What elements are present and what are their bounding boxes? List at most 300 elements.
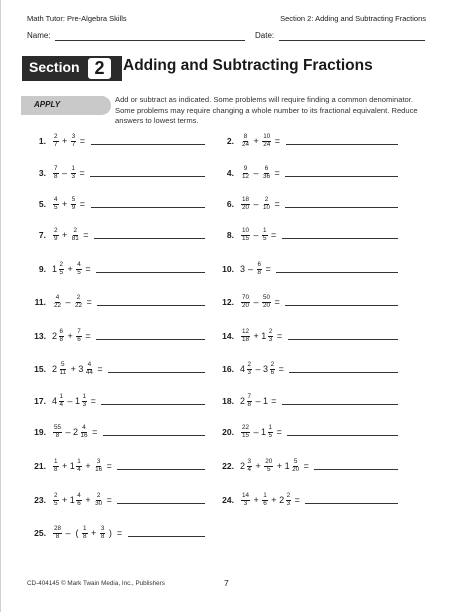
denominator: 9	[71, 203, 76, 211]
denominator: 12	[242, 172, 250, 180]
numerator: 3	[71, 132, 76, 140]
operator: =	[274, 199, 280, 209]
problem-15	[30, 359, 205, 379]
numerator: 6	[264, 164, 269, 172]
problem-number: 19.	[34, 427, 46, 437]
fraction	[100, 526, 106, 541]
problem-14	[218, 326, 398, 346]
operator: =	[274, 136, 281, 146]
name-date-bar	[27, 31, 425, 43]
answer-line[interactable]	[282, 404, 398, 405]
fraction	[59, 362, 68, 377]
whole-number: 1	[261, 331, 267, 341]
fraction	[241, 295, 250, 310]
operator: –	[65, 427, 71, 437]
answer-line[interactable]	[103, 435, 205, 436]
problem-24	[218, 490, 398, 510]
denominator: 8	[83, 532, 87, 540]
denominator: 3	[82, 400, 87, 408]
numerator: 1	[268, 423, 273, 431]
answer-line[interactable]	[91, 207, 205, 208]
operator: =	[106, 495, 112, 505]
operator: +	[276, 461, 283, 471]
denominator: 24	[242, 140, 250, 148]
fraction	[76, 329, 82, 344]
problem-number: 21.	[34, 461, 46, 471]
fraction	[53, 526, 62, 541]
problem-5	[30, 194, 205, 214]
problem-number: 22.	[222, 461, 234, 471]
whole-number: 1	[284, 461, 290, 471]
fraction	[268, 329, 274, 344]
whole-number: 2	[240, 461, 246, 471]
answer-line[interactable]	[90, 176, 205, 177]
operator: –	[253, 427, 259, 437]
answer-line[interactable]	[314, 469, 398, 470]
denominator: 5	[54, 499, 58, 507]
operator: (	[75, 528, 79, 538]
answer-line[interactable]	[91, 144, 205, 145]
denominator: 22	[75, 301, 83, 309]
problem-12	[218, 292, 398, 312]
operator: +	[253, 136, 259, 146]
problem-number: 12.	[222, 297, 234, 307]
fraction	[71, 166, 77, 181]
denominator: 8	[59, 335, 64, 343]
numerator: 2	[73, 226, 78, 234]
answer-line[interactable]	[287, 435, 398, 436]
denominator: 3	[243, 499, 248, 507]
answer-line[interactable]	[286, 144, 398, 145]
denominator: 8	[55, 431, 60, 439]
whole-number: 4	[240, 364, 246, 374]
operator: =	[265, 264, 271, 274]
fraction	[85, 362, 94, 377]
whole-number: 2	[52, 331, 58, 341]
denominator: 5	[59, 268, 64, 276]
denominator: 7	[71, 140, 76, 148]
numerator: 12	[242, 327, 250, 335]
operator: +	[85, 461, 91, 471]
numerator: 4	[77, 260, 81, 268]
page-edge	[0, 0, 1, 612]
problem-1	[30, 131, 205, 151]
operator: +	[62, 136, 68, 146]
denominator: 8	[54, 465, 58, 473]
numerator: 4	[55, 293, 60, 301]
operator: =	[79, 199, 86, 209]
fraction	[241, 166, 250, 181]
denominator: 8	[247, 400, 252, 408]
denominator: 8	[55, 532, 60, 540]
operator: +	[62, 230, 68, 240]
numerator: 4	[54, 195, 58, 203]
answer-line[interactable]	[97, 305, 205, 306]
denominator: 15	[242, 431, 250, 439]
operator: –	[255, 396, 261, 406]
operator: +	[70, 364, 76, 374]
problem-21	[30, 456, 205, 476]
whole-number: 2	[240, 396, 246, 406]
whole-number: 3	[240, 264, 246, 274]
name-label: Name:	[27, 31, 51, 40]
whole-number: 1	[69, 461, 75, 471]
numerator: 50	[263, 293, 271, 301]
operator: –	[65, 297, 71, 307]
denominator: 4	[77, 465, 81, 473]
problem-18	[218, 391, 398, 411]
numerator: 4	[87, 360, 92, 368]
operator: =	[97, 364, 103, 374]
numerator: 1	[59, 392, 64, 400]
fraction	[76, 262, 82, 277]
footer-copyright: CD-404145 © Mark Twain Media, Inc., Publishers	[27, 580, 165, 587]
problem-3	[30, 163, 205, 183]
operator: =	[274, 297, 280, 307]
fraction	[270, 362, 276, 377]
operator: –	[253, 230, 259, 240]
answer-line[interactable]	[96, 339, 205, 340]
whole-number: 1	[261, 427, 267, 437]
denominator: 20	[242, 301, 250, 309]
problem-number: 1.	[38, 136, 46, 146]
whole-number: 2	[73, 427, 79, 437]
fraction	[82, 526, 88, 541]
fraction	[59, 329, 65, 344]
problem-number: 16.	[222, 364, 234, 374]
operator: =	[303, 461, 309, 471]
numerator: 4	[82, 423, 86, 431]
denominator: 6	[77, 335, 81, 343]
fraction	[241, 197, 250, 212]
section-word: Section	[29, 59, 80, 75]
problem-number: 23.	[34, 495, 46, 505]
numerator: 18	[242, 195, 250, 203]
problem-number: 18.	[222, 396, 234, 406]
fraction	[247, 362, 253, 377]
answer-line[interactable]	[289, 372, 398, 373]
fraction	[53, 228, 59, 243]
denominator: 5	[267, 465, 271, 473]
instructions: Add or subtract as indicated. Some problems will require finding a common denominator. Some problems may require changing a whole number to its fractional equivalent. Reduce answers to lowest terms.	[115, 95, 418, 126]
problem-number: 24.	[222, 495, 234, 505]
problem-7	[30, 225, 205, 245]
operator: +	[62, 461, 68, 471]
answer-line[interactable]	[288, 339, 398, 340]
operator: =	[83, 230, 89, 240]
answer-line[interactable]	[94, 238, 205, 239]
denominator: 6	[263, 499, 267, 507]
operator: =	[86, 297, 92, 307]
operator: =	[79, 168, 85, 178]
numerator: 5	[61, 360, 65, 368]
fraction	[76, 493, 82, 508]
fraction	[257, 262, 263, 277]
denominator: 20	[263, 301, 271, 309]
problem-number: 7.	[38, 230, 46, 240]
problem-11	[30, 292, 205, 312]
numerator: 2	[54, 226, 58, 234]
fraction	[59, 262, 65, 277]
fraction	[262, 295, 271, 310]
fraction	[262, 166, 271, 181]
problem-4	[218, 163, 398, 183]
numerator: 2	[76, 293, 81, 301]
fraction	[53, 493, 59, 508]
fraction	[262, 197, 271, 212]
numerator: 7	[247, 392, 252, 400]
operator: –	[253, 199, 259, 209]
operator: +	[271, 495, 277, 505]
numerator: 1	[82, 392, 87, 400]
fraction	[247, 459, 253, 474]
numerator: 3	[100, 524, 105, 532]
operator: =	[294, 495, 300, 505]
problem-23	[30, 490, 205, 510]
denominator: 20	[242, 203, 250, 211]
numerator: 1	[71, 164, 76, 172]
operator: +	[62, 495, 68, 505]
problem-6	[218, 194, 398, 214]
whole-number: 1	[69, 495, 75, 505]
apply-label: APPLY	[34, 100, 61, 109]
denominator: 6	[77, 499, 81, 507]
fraction	[247, 394, 253, 409]
fraction	[262, 493, 268, 508]
fraction	[53, 425, 62, 440]
problem-13	[30, 326, 205, 346]
operator: =	[92, 427, 98, 437]
fraction	[262, 228, 268, 243]
numerator: 3	[96, 457, 101, 465]
denominator: 30	[95, 499, 103, 507]
answer-line[interactable]	[96, 272, 205, 273]
operator: =	[90, 396, 96, 406]
operator: =	[85, 331, 91, 341]
answer-line[interactable]	[108, 372, 205, 373]
operator: –	[248, 264, 254, 274]
page-number: 7	[224, 578, 229, 588]
answer-line[interactable]	[285, 305, 398, 306]
operator: +	[62, 199, 68, 209]
fraction	[94, 493, 103, 508]
answer-line[interactable]	[305, 503, 398, 504]
problem-number: 15.	[34, 364, 46, 374]
denominator: 4	[247, 465, 252, 473]
whole-number: 3	[78, 364, 84, 374]
numerator: 10	[242, 226, 250, 234]
section-number: 2	[86, 56, 113, 81]
operator: +	[253, 495, 259, 505]
fraction	[59, 394, 65, 409]
fraction	[286, 493, 292, 508]
numerator: 1	[263, 491, 267, 499]
whole-number: 3	[263, 364, 269, 374]
denominator: 16	[95, 465, 103, 473]
operator: =	[106, 461, 112, 471]
answer-line[interactable]	[128, 536, 205, 537]
section-running-head: Section 2: Adding and Subtracting Fractions	[280, 14, 426, 23]
fraction	[262, 134, 271, 149]
fraction	[241, 493, 250, 508]
date-field[interactable]	[279, 40, 425, 41]
answer-line[interactable]	[285, 176, 398, 177]
numerator: 6	[59, 327, 64, 335]
denominator: 5	[268, 431, 273, 439]
numerator: 2	[286, 491, 291, 499]
numerator: 2	[96, 491, 101, 499]
fraction	[71, 134, 77, 149]
denominator: 11	[59, 368, 67, 376]
numerator: 6	[257, 260, 262, 268]
fraction	[268, 425, 274, 440]
problem-number: 8.	[226, 230, 234, 240]
denominator: 3	[268, 335, 273, 343]
problem-8	[218, 225, 398, 245]
fraction	[80, 425, 89, 440]
operator: )	[108, 528, 112, 538]
section-title: Adding and Subtracting Fractions	[123, 57, 373, 74]
numerator: 2	[264, 195, 269, 203]
denominator: 5	[77, 268, 81, 276]
fraction	[71, 197, 77, 212]
problem-17	[30, 391, 205, 411]
denominator: 3	[286, 499, 291, 507]
whole-number: 1	[263, 396, 269, 406]
numerator: 7	[77, 327, 81, 335]
fraction	[264, 459, 273, 474]
numerator: 2	[247, 360, 252, 368]
problem-20	[218, 422, 398, 442]
fraction	[71, 228, 80, 243]
problem-9	[30, 259, 205, 279]
problem-number: 5.	[38, 199, 46, 209]
numerator: 3	[247, 457, 252, 465]
denominator: 8	[54, 172, 58, 180]
denominator: 81	[71, 234, 79, 242]
operator: =	[274, 168, 280, 178]
answer-line[interactable]	[117, 503, 205, 504]
problem-number: 14.	[222, 331, 234, 341]
numerator: 70	[242, 293, 250, 301]
fraction	[241, 329, 250, 344]
fraction	[241, 228, 250, 243]
operator: +	[255, 461, 261, 471]
problem-25	[30, 523, 205, 543]
problem-number: 25.	[34, 528, 46, 538]
operator: –	[65, 528, 71, 538]
operator: –	[253, 297, 259, 307]
problem-number: 4.	[226, 168, 234, 178]
problem-number: 20.	[222, 427, 234, 437]
denominator: 6	[270, 368, 275, 376]
denominator: 24	[263, 140, 271, 148]
whole-number: 2	[52, 364, 58, 374]
operator: =	[271, 396, 277, 406]
operator: =	[276, 331, 283, 341]
denominator: 9	[54, 234, 58, 242]
answer-line[interactable]	[101, 404, 205, 405]
numerator: 5	[71, 195, 76, 203]
numerator: 2	[54, 491, 58, 499]
whole-number: 1	[75, 396, 81, 406]
answer-line[interactable]	[282, 238, 398, 239]
denominator: 8	[100, 532, 105, 540]
numerator: 10	[263, 132, 271, 140]
numerator: 20	[265, 457, 273, 465]
numerator: 1	[77, 457, 81, 465]
problem-number: 9.	[38, 264, 46, 274]
denominator: 7	[54, 140, 58, 148]
operator: +	[91, 528, 97, 538]
denominator: 8	[257, 268, 262, 276]
denominator: 4	[59, 400, 64, 408]
problem-number: 13.	[34, 331, 46, 341]
operator: =	[79, 136, 86, 146]
numerator: 28	[54, 524, 62, 532]
denominator: 3	[71, 172, 76, 180]
fraction	[74, 295, 83, 310]
answer-line[interactable]	[276, 272, 398, 273]
denominator: 36	[263, 172, 271, 180]
book-title: Math Tutor: Pre-Algebra Skills	[27, 14, 127, 23]
fraction	[94, 459, 103, 474]
numerator: 2	[268, 327, 273, 335]
numerator: 1	[263, 226, 267, 234]
problem-19	[30, 422, 205, 442]
operator: =	[85, 264, 91, 274]
numerator: 2	[270, 360, 275, 368]
name-field[interactable]	[55, 40, 245, 41]
problem-number: 10.	[222, 264, 234, 274]
whole-number: 1	[52, 264, 58, 274]
numerator: 1	[54, 457, 58, 465]
answer-line[interactable]	[117, 469, 205, 470]
problem-22	[218, 456, 398, 476]
denominator: 20	[292, 465, 300, 473]
denominator: 16	[80, 431, 88, 439]
operator: =	[278, 364, 284, 374]
fraction	[53, 134, 59, 149]
numerator: 8	[243, 132, 248, 140]
operator: –	[253, 168, 259, 178]
problem-number: 11.	[34, 297, 46, 307]
operator: =	[116, 528, 123, 538]
numerator: 5	[293, 457, 298, 465]
fraction	[53, 197, 59, 212]
numerator: 2	[59, 260, 64, 268]
numerator: 4	[77, 491, 81, 499]
fraction	[53, 166, 59, 181]
numerator: 9	[243, 164, 248, 172]
operator: =	[271, 230, 277, 240]
fraction	[291, 459, 300, 474]
denominator: 3	[247, 368, 252, 376]
fraction	[53, 295, 62, 310]
operator: –	[62, 168, 68, 178]
numerator: 1	[83, 524, 87, 532]
denominator: 44	[85, 368, 93, 376]
answer-line[interactable]	[285, 207, 398, 208]
denominator: 15	[242, 234, 250, 242]
operator: +	[67, 264, 73, 274]
numerator: 7	[54, 164, 58, 172]
fraction	[241, 425, 250, 440]
fraction	[241, 134, 250, 149]
fraction	[53, 459, 59, 474]
operator: +	[253, 331, 259, 341]
numerator: 55	[54, 423, 62, 431]
